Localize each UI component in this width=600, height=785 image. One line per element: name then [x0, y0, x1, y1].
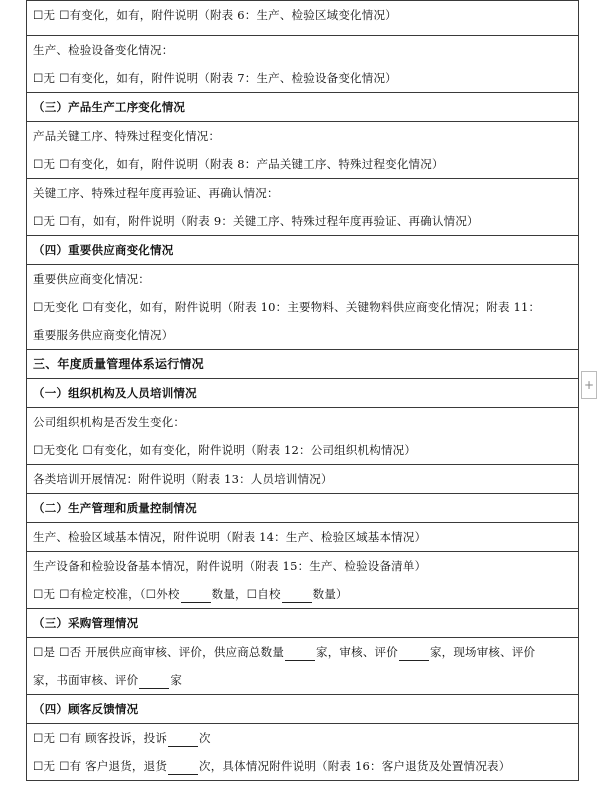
- add-row-button[interactable]: +: [581, 371, 597, 399]
- section-heading: 三、年度质量管理体系运行情况: [33, 357, 204, 371]
- table-cell: [27, 724, 579, 781]
- report-form-table: [26, 0, 579, 781]
- calibration-text-a: ☐无 ☐有检定校准，（☐外校: [33, 587, 180, 601]
- table-row: [27, 609, 579, 638]
- returns-text-a: ☐无 ☐有 客户退货，退货: [33, 759, 168, 773]
- table-cell: [27, 609, 579, 638]
- subsection-heading: （二）生产管理和质量控制情况: [33, 501, 197, 515]
- table-cell: [27, 350, 579, 379]
- blank-field[interactable]: [139, 674, 169, 689]
- table-row: [27, 36, 579, 93]
- subsection-heading: （三）产品生产工序变化情况: [33, 100, 186, 114]
- table-cell: [27, 265, 579, 350]
- table-row: [27, 379, 579, 408]
- purchase-text-b: 家，审核、评价: [316, 645, 398, 659]
- table-cell: [27, 638, 579, 695]
- subsection-heading: （四）重要供应商变化情况: [33, 243, 174, 257]
- table-row: [27, 179, 579, 236]
- table-row: [27, 465, 579, 494]
- table-row: [27, 122, 579, 179]
- calibration-text-c: 数量）: [312, 587, 348, 601]
- table-cell: [27, 1, 579, 36]
- complaint-line: [33, 724, 578, 752]
- table-cell: [27, 36, 579, 93]
- table-cell: [27, 236, 579, 265]
- table-cell: [27, 408, 579, 465]
- table-cell: [27, 179, 579, 236]
- returns-line: [33, 752, 578, 780]
- question-label: 生产设备和检验设备基本情况，附件说明（附表 15：生产、检验设备清单）: [33, 559, 427, 573]
- blank-field[interactable]: [282, 588, 312, 603]
- table-row: [27, 724, 579, 781]
- table-row: [27, 1, 579, 36]
- returns-text-b: 次，具体情况附件说明（附表 16：客户退货及处置情况表）: [199, 759, 511, 773]
- purchase-text-a: ☐是 ☐否 开展供应商审核、评价，供应商总数量: [33, 645, 285, 659]
- question-label: 生产、检验区域基本情况，附件说明（附表 14：生产、检验区域基本情况）: [33, 530, 427, 544]
- checkbox-line: ☐无 ☐有，如有，附件说明（附表 9：关键工序、特殊过程年度再验证、再确认情况）: [33, 214, 479, 228]
- question-label: 生产、检验设备变化情况：: [33, 43, 174, 57]
- table-row: [27, 552, 579, 609]
- table-row: [27, 265, 579, 350]
- subsection-heading: （一）组织机构及人员培训情况: [33, 386, 197, 400]
- table-row: [27, 236, 579, 265]
- table-cell: [27, 552, 579, 609]
- blank-field[interactable]: [285, 646, 315, 661]
- checkbox-line: ☐无 ☐有变化，如有，附件说明（附表 7：生产、检验设备变化情况）: [33, 71, 397, 85]
- calibration-line: [33, 580, 578, 608]
- table-row: [27, 638, 579, 695]
- table-cell: [27, 695, 579, 724]
- purchase-line-continued: [33, 666, 578, 694]
- blank-field[interactable]: [168, 760, 198, 775]
- checkbox-line: ☐无变化 ☐有变化，如有变化，附件说明（附表 12：公司组织机构情况）: [33, 443, 417, 457]
- table-cell: [27, 494, 579, 523]
- table-cell: [27, 122, 579, 179]
- checkbox-line: ☐无变化 ☐有变化，如有，附件说明（附表 10：主要物料、关键物料供应商变化情况；附表 11：: [33, 300, 541, 314]
- purchase-line: [33, 638, 578, 666]
- table-cell: [27, 523, 579, 552]
- blank-field[interactable]: [399, 646, 429, 661]
- blank-field[interactable]: [181, 588, 211, 603]
- table-cell: [27, 465, 579, 494]
- calibration-text-b: 数量，☐自校: [211, 587, 281, 601]
- checkbox-line-continued: 重要服务供应商变化情况）: [33, 328, 174, 342]
- purchase-text-e: 家: [170, 673, 183, 687]
- question-label: 产品关键工序、特殊过程变化情况：: [33, 129, 221, 143]
- table-row: [27, 523, 579, 552]
- checkbox-line: ☐无 ☐有变化，如有，附件说明（附表 6：生产、检验区域变化情况）: [33, 8, 397, 22]
- question-label: 各类培训开展情况：附件说明（附表 13：人员培训情况）: [33, 472, 333, 486]
- question-label: 重要供应商变化情况：: [33, 272, 150, 286]
- table-row: [27, 93, 579, 122]
- purchase-text-c: 家，现场审核、评价: [429, 645, 536, 659]
- table-cell: [27, 93, 579, 122]
- subsection-heading: （四）顾客反馈情况: [33, 702, 139, 716]
- table-row: [27, 494, 579, 523]
- table-cell: [27, 379, 579, 408]
- subsection-heading: （三）采购管理情况: [33, 616, 139, 630]
- question-label: 公司组织机构是否发生变化：: [33, 415, 186, 429]
- table-row: [27, 408, 579, 465]
- purchase-text-d: 家，书面审核、评价: [33, 673, 139, 687]
- complaint-text-b: 次: [199, 731, 211, 745]
- table-row: [27, 695, 579, 724]
- question-label: 关键工序、特殊过程年度再验证、再确认情况：: [33, 186, 279, 200]
- complaint-text-a: ☐无 ☐有 顾客投诉，投诉: [33, 731, 168, 745]
- table-row: [27, 350, 579, 379]
- checkbox-line: ☐无 ☐有变化，如有，附件说明（附表 8：产品关键工序、特殊过程变化情况）: [33, 157, 444, 171]
- blank-field[interactable]: [168, 732, 198, 747]
